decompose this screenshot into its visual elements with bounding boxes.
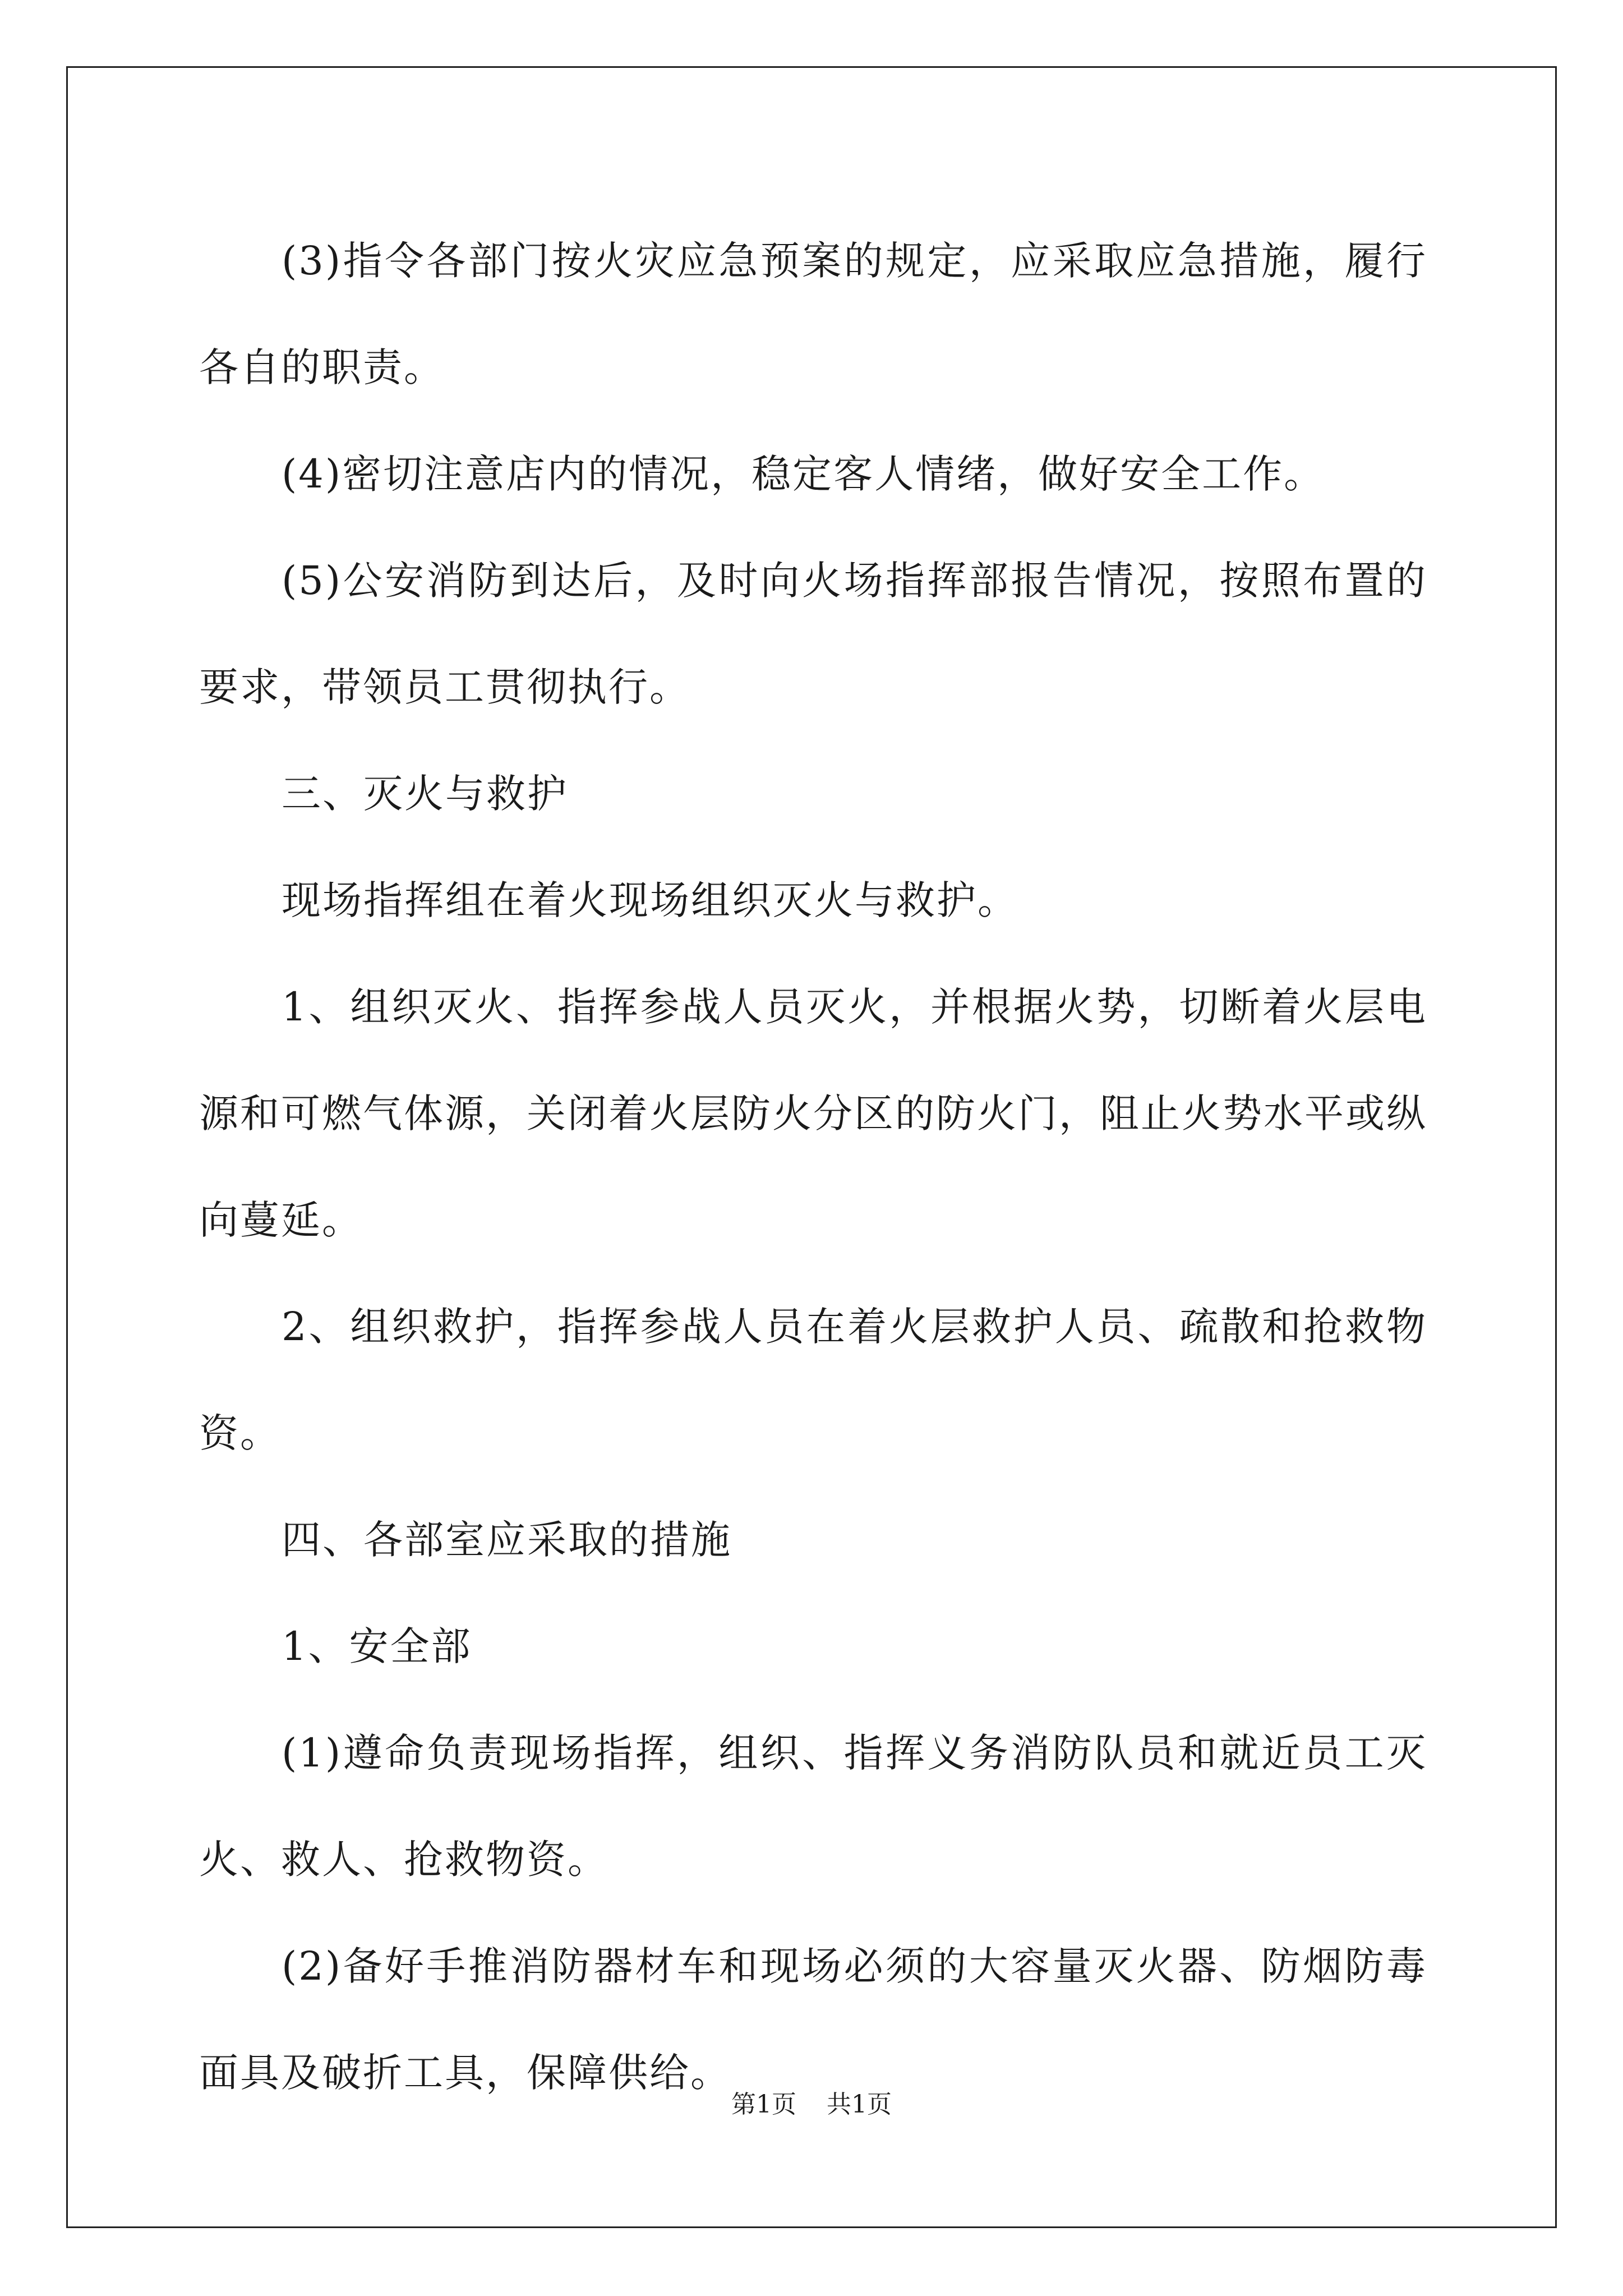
subsection-heading: 1、安全部 [282,1623,472,1669]
paragraph: (3)指令各部门按火灾应急预案的规定，应采取应急措施，履行各自的职责。 [199,238,1427,390]
section-heading: 三、灭火与救护 [282,771,568,817]
paragraph: 现场指挥组在着火现场组织灭火与救护。 [282,877,1018,923]
paragraph: 2、组织救护，指挥参战人员在着火层救护人员、疏散和抢救物资。 [199,1304,1427,1456]
paragraph: (2)备好手推消防器材车和现场必须的大容量灭火器、防烟防毒面具及破折工具，保障供给。 [199,1943,1427,2096]
page-number: 第1页 [731,2090,796,2119]
paragraph: 1、组织灭火、指挥参战人员灭火，并根据火势，切断着火层电源和可燃气体源，关闭着火层防火分区的防火门，阻止火势水平或纵向蔓延。 [199,984,1427,1243]
paragraph: (1)遵命负责现场指挥，组织、指挥义务消防队员和就近员工灭火、救人、抢救物资。 [199,1730,1427,1883]
paragraph: (5)公安消防到达后，及时向火场指挥部报告情况，按照布置的要求，带领员工贯彻执行。 [199,558,1427,710]
paragraph: (4)密切注意店内的情况，稳定客人情绪，做好安全工作。 [282,451,1325,497]
page-footer [0,2088,1623,2122]
page-total: 共1页 [827,2090,892,2119]
section-heading: 四、各部室应采取的措施 [282,1517,732,1563]
document-body [199,208,1427,2126]
